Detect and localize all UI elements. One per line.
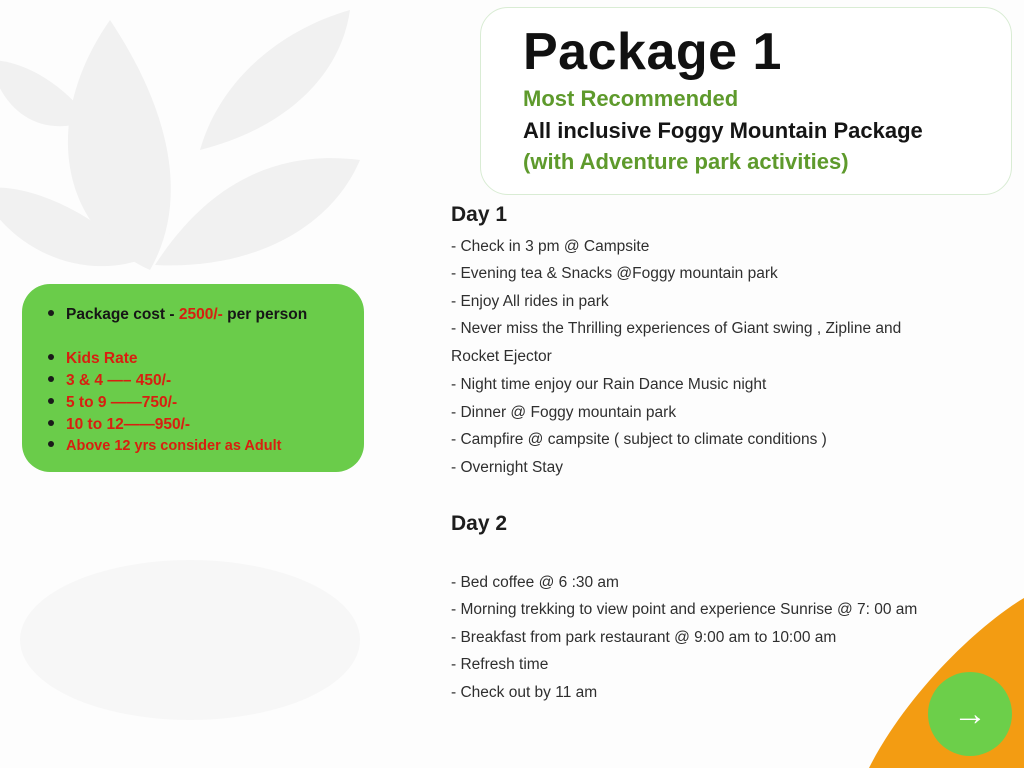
cost-suffix: per person	[222, 306, 308, 323]
cost-prefix: Package cost -	[66, 306, 179, 323]
itinerary-item: - Campfire @ campsite ( subject to climate conditions )	[451, 431, 827, 448]
package-cost-item	[48, 306, 307, 324]
itinerary-item: - Check in 3 pm @ Campsite	[451, 238, 650, 255]
itinerary-item: - Bed coffee @ 6 :30 am	[451, 574, 619, 591]
itinerary-item: - Morning trekking to view point and experience Sunrise @ 7: 00 am	[451, 601, 918, 618]
itinerary-item: - Evening tea & Snacks @Foggy mountain park	[451, 265, 778, 282]
rate-item: Above 12 yrs consider as Adult	[48, 438, 281, 454]
rate-item: 5 to 9 ——750/-	[48, 394, 177, 412]
itinerary-item: - Never miss the Thrilling experiences of Giant swing , Zipline and	[451, 320, 902, 337]
itinerary-item: - Check out by 11 am	[451, 684, 598, 701]
rate-item: 3 & 4 —– 450/-	[48, 372, 171, 390]
day-1-heading: Day 1	[451, 203, 508, 226]
bullet-icon	[48, 310, 54, 316]
cost-value: 2500/-	[178, 306, 223, 323]
package-note: (with Adventure park activities)	[523, 149, 849, 174]
bullet-icon	[48, 441, 54, 447]
bullet-icon	[48, 420, 54, 426]
day-2-heading: Day 2	[451, 512, 508, 535]
bullet-icon	[48, 354, 54, 360]
arrow-right-icon: →	[953, 695, 987, 733]
itinerary-item: - Enjoy All rides in park	[451, 293, 609, 310]
package-name: All inclusive Foggy Mountain Package	[523, 118, 923, 143]
bullet-icon	[48, 398, 54, 404]
package-tagline: Most Recommended	[523, 86, 739, 111]
package-title-card	[480, 7, 1012, 195]
itinerary-item: - Breakfast from park restaurant @ 9:00 am to 10:00 am	[451, 629, 837, 646]
pricing-card	[22, 284, 364, 472]
itinerary-item: Rocket Ejector	[451, 348, 552, 365]
kids-rate-heading: Kids Rate	[48, 350, 138, 368]
package-title: Package 1	[523, 23, 782, 81]
itinerary-item: - Overnight Stay	[451, 459, 563, 476]
rate-item: 10 to 12——950/-	[48, 416, 190, 434]
bullet-icon	[48, 376, 54, 382]
next-arrow-button[interactable]	[928, 672, 1012, 756]
itinerary-item: - Dinner @ Foggy mountain park	[451, 404, 677, 421]
itinerary-item: - Night time enjoy our Rain Dance Music night	[451, 376, 767, 393]
itinerary-item: - Refresh time	[451, 656, 549, 673]
